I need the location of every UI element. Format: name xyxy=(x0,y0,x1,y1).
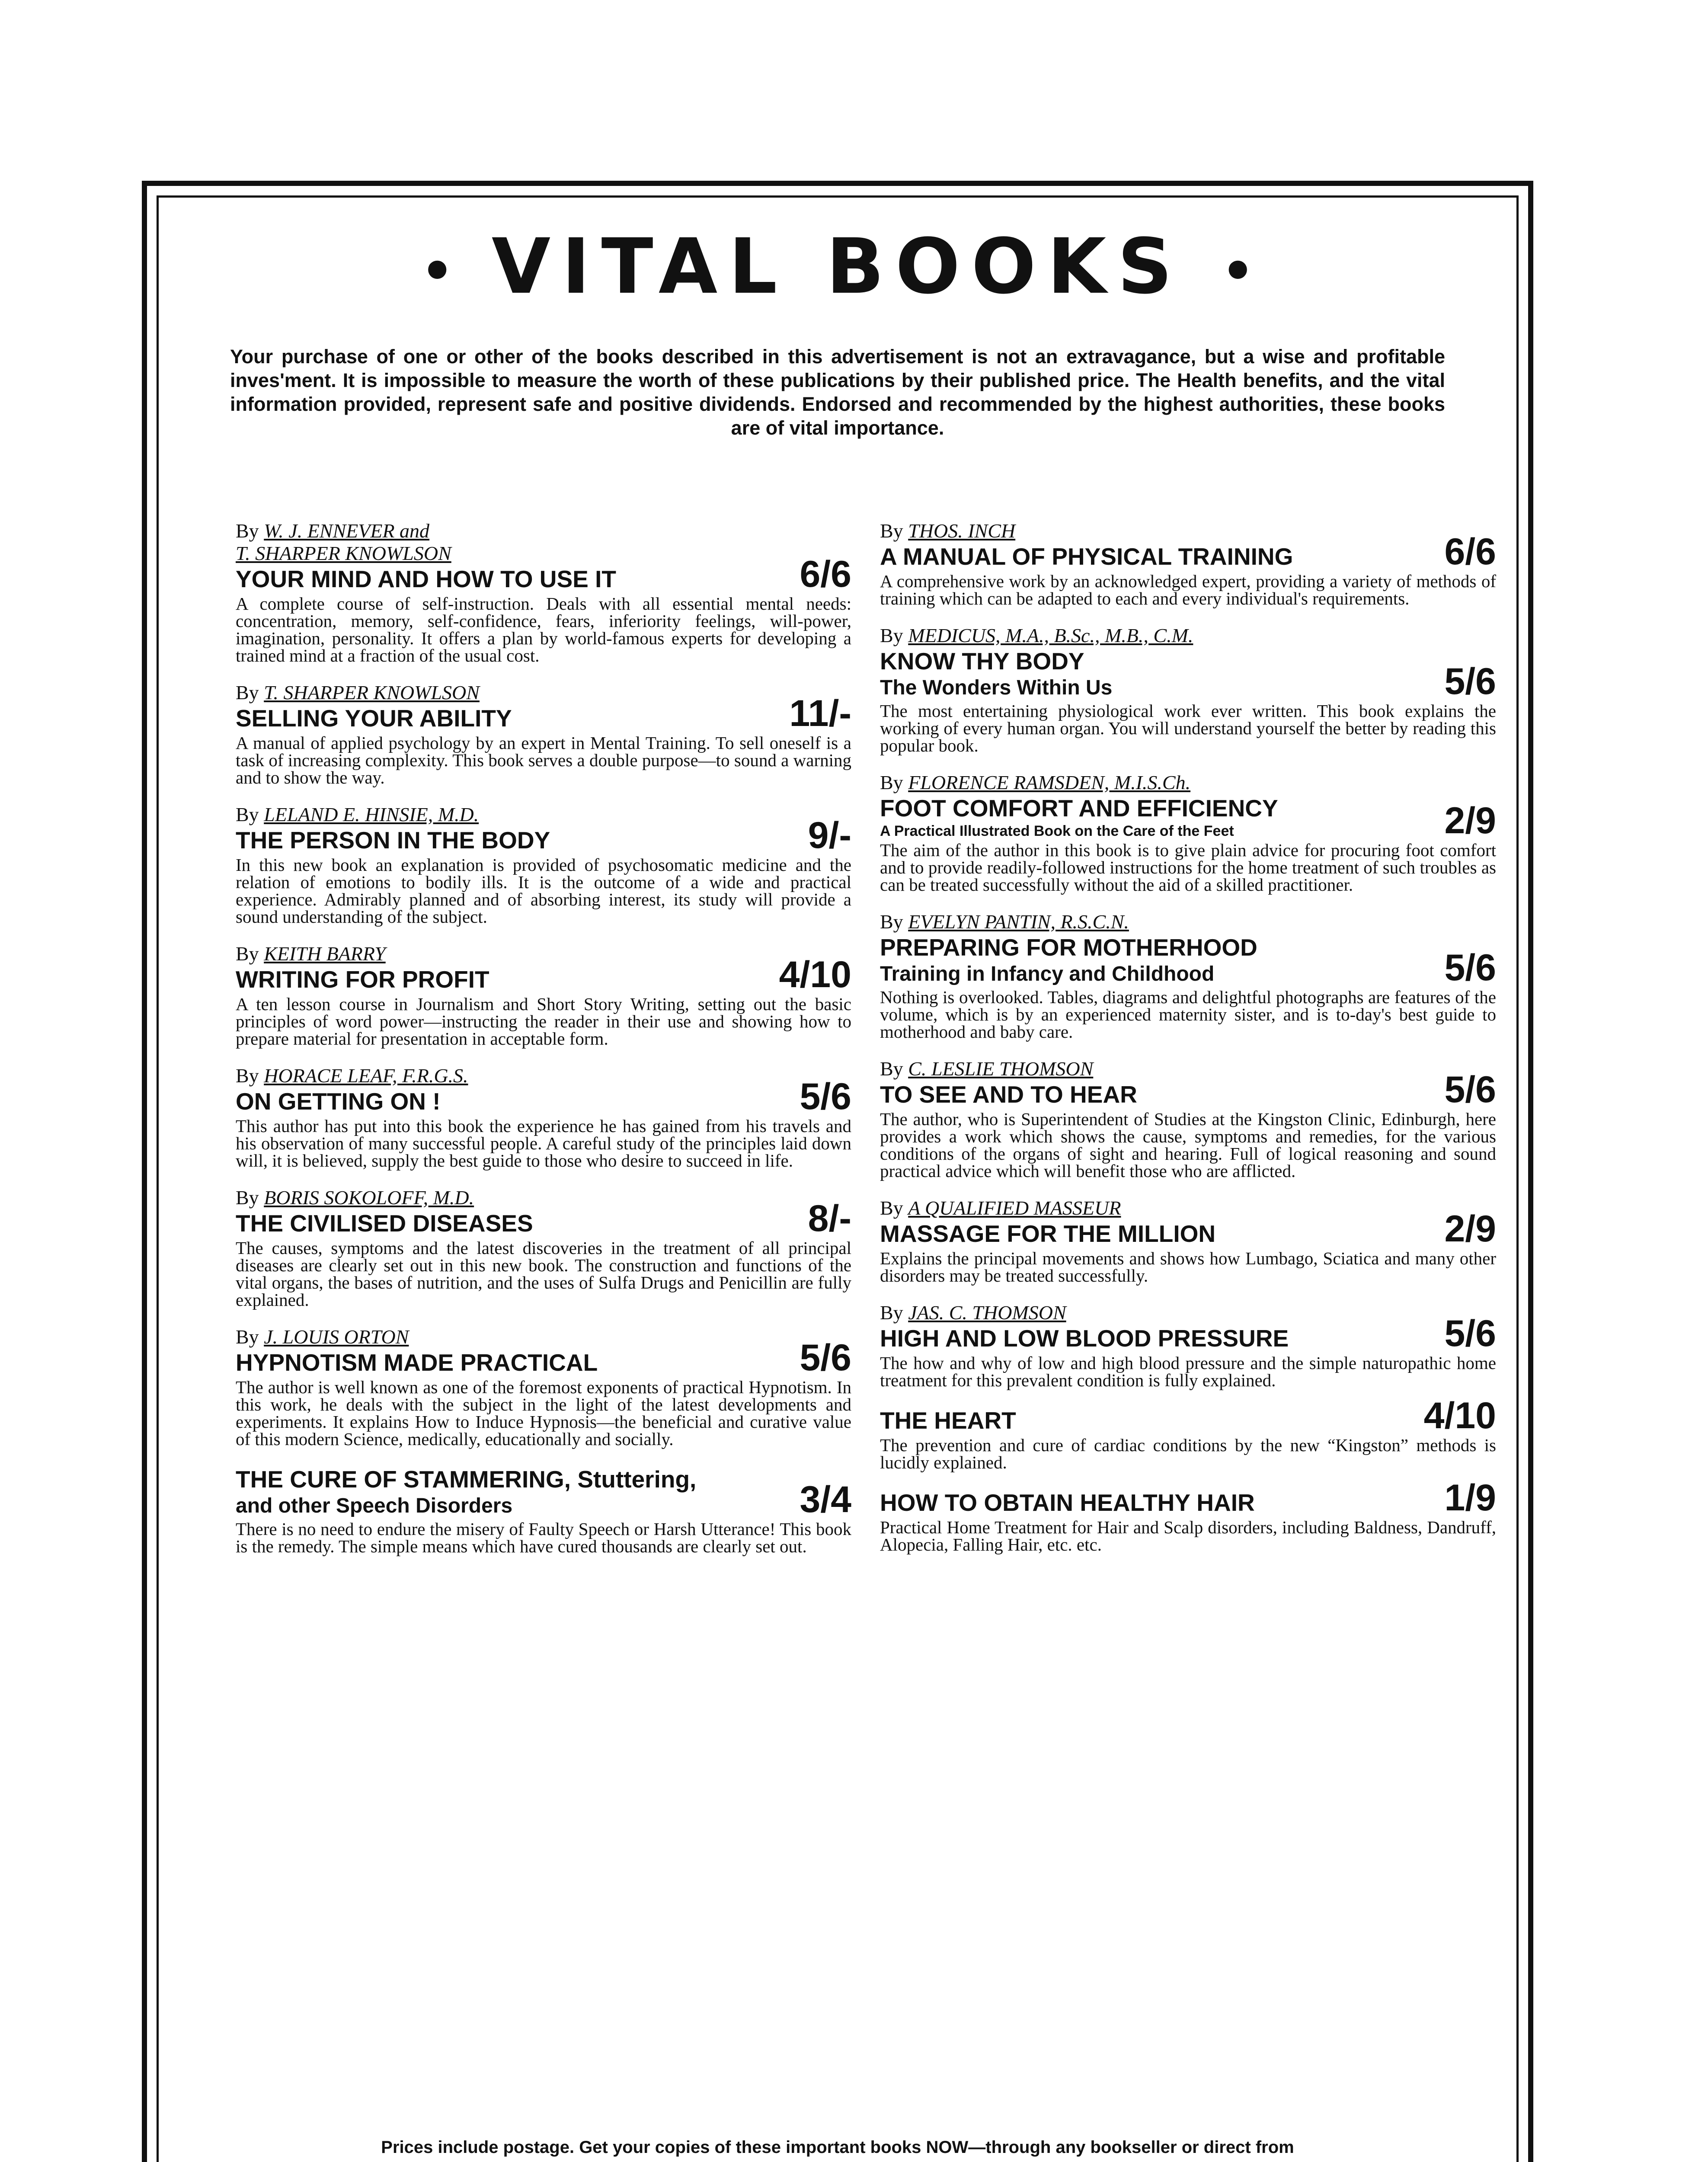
book-price: 5/6 xyxy=(1444,1313,1496,1354)
book-title: FOOT COMFORT AND EFFICIENCY xyxy=(880,795,1278,822)
book-price: 11/- xyxy=(789,693,851,734)
right-column xyxy=(880,520,1496,1570)
book-author: W. J. ENNEVER and xyxy=(264,520,430,542)
book-description: The author, who is Superintendent of Studies at the Kingston Clinic, Edinburgh, here provides a work which shows the cause, symptoms and remedies, for the various conditions of the organs of sight and hearing. Full of logical reasoning and sound practical advice which will benefit those who are afflicted. xyxy=(880,1109,1496,1181)
book-price: 1/9 xyxy=(1444,1477,1496,1519)
book-author: EVELYN PANTIN, R.S.C.N. xyxy=(908,911,1129,933)
book-title: KNOW THY BODY xyxy=(880,648,1084,675)
book-entry xyxy=(236,1065,851,1169)
book-subtitle: A Practical Illustrated Book on the Care of the Feet xyxy=(880,823,1234,839)
left-column xyxy=(236,520,851,1572)
headline xyxy=(159,224,1516,315)
book-byline xyxy=(236,1065,851,1087)
book-title-row xyxy=(236,1465,851,1519)
book-byline xyxy=(880,1058,1496,1080)
book-price: 4/10 xyxy=(779,954,851,995)
byline-prefix: By xyxy=(236,803,259,825)
book-author: THOS. INCH xyxy=(908,520,1016,542)
prices-line: Prices include postage. Get your copies of these important books NOW—through any bookseller or direct from xyxy=(381,2138,1294,2157)
book-author: HORACE LEAF, F.R.G.S. xyxy=(264,1065,468,1087)
book-entry xyxy=(880,624,1496,754)
book-price: 2/9 xyxy=(1444,800,1496,841)
book-entry xyxy=(880,1477,1496,1554)
book-title: HOW TO OBTAIN HEALTHY HAIR xyxy=(880,1489,1255,1516)
book-description: In this new book an explanation is provided of psychosomatic medicine and the relation of emotions to bodily ills. It is the outcome of a wide and practical experience. Admirably planned and of absorbing interest, its study will provide a sound understanding of the subject. xyxy=(236,855,851,927)
book-subtitle: The Wonders Within Us xyxy=(880,676,1113,699)
byline-prefix: By xyxy=(880,771,903,793)
book-author: BORIS SOKOLOFF, M.D. xyxy=(264,1187,474,1209)
book-title-row xyxy=(236,815,851,856)
book-description: The most entertaining physiological work ever written. This book explains the working of every human organ. You will understand yourself the better by reading this popular book. xyxy=(880,701,1496,755)
book-description: The aim of the author in this book is to give plain advice for procuring foot comfort and to provide readily-followed instructions for the home treatment of such troubles as can be treated successfully without the aid of a skilled practitioner. xyxy=(880,840,1496,895)
book-entry xyxy=(236,1326,851,1448)
book-entry xyxy=(236,1187,851,1308)
book-author: C. LESLIE THOMSON xyxy=(908,1058,1094,1080)
byline-prefix: By xyxy=(236,943,259,965)
intro-paragraph: Your purchase of one or other of the books described in this advertisement is not an extravagance, but a wise and profitable inves'ment. It is impossible to measure the worth of these publications by their published price. The Health benefits, and the vital information provided, represent safe and positive dividends. Endorsed and recommended by the highest authorities, these books are of vital importance. xyxy=(230,345,1445,439)
headline-bullet-right: • xyxy=(1221,241,1255,302)
book-author: FLORENCE RAMSDEN, M.I.S.Ch. xyxy=(908,771,1191,793)
byline-prefix: By xyxy=(236,520,259,542)
book-author: LELAND E. HINSIE, M.D. xyxy=(264,803,479,825)
advertisement-inner-border xyxy=(157,195,1519,2162)
book-author: MEDICUS, M.A., B.Sc., M.B., C.M. xyxy=(908,624,1193,646)
byline-prefix: By xyxy=(236,1065,259,1087)
book-description: There is no need to endure the misery of Faulty Speech or Harsh Utterance! This book is the remedy. The simple means which have cured thousands are clearly set out. xyxy=(236,1519,851,1556)
book-title: ON GETTING ON ! xyxy=(236,1088,441,1115)
book-byline xyxy=(880,1197,1496,1219)
byline-prefix: By xyxy=(880,911,903,933)
byline-prefix: By xyxy=(880,624,903,646)
book-byline-second xyxy=(236,542,851,565)
book-description: This author has put into this book the experience he has gained from his travels and his observation of many successful people. A careful study of the principles laid down will, it is believed, supply the best guide to those who desire to succeed in life. xyxy=(236,1116,851,1171)
book-title: THE CURE OF STAMMERING, Stuttering, xyxy=(236,1466,697,1493)
book-price: 6/6 xyxy=(1444,531,1496,572)
byline-prefix: By xyxy=(880,520,903,542)
book-entry xyxy=(880,1058,1496,1180)
book-price: 5/6 xyxy=(800,1076,851,1117)
book-description: A comprehensive work by an acknowledged expert, providing a variety of methods of training which can be adapted to each and every individual's requirements. xyxy=(880,571,1496,608)
book-title: MASSAGE FOR THE MILLION xyxy=(880,1220,1216,1247)
book-entry xyxy=(236,803,851,925)
book-author-second: T. SHARPER KNOWLSON xyxy=(236,542,451,564)
book-title: SELLING YOUR ABILITY xyxy=(236,705,512,732)
headline-text: VITAL BOOKS xyxy=(491,222,1184,311)
book-price: 5/6 xyxy=(1444,661,1496,702)
book-description: The causes, symptoms and the latest discoveries in the treatment of all principal diseases are clearly set out in this new book. The construction and functions of the vital organs, the bases of nutrition, and the uses of Sulfa Drugs and Penicillin are fully explained. xyxy=(236,1238,851,1310)
book-entry xyxy=(236,1465,851,1555)
book-description: The author is well known as one of the foremost exponents of practical Hypnotism. In this work, he deals with the subject in the light of the latest developments and experiments. It explains How to Induce Hypnosis—the beneficial and curative value of this modern Science, medically, educationally and socially. xyxy=(236,1377,851,1449)
byline-prefix: By xyxy=(236,1326,259,1348)
book-byline xyxy=(236,520,851,542)
byline-prefix: By xyxy=(236,681,259,704)
book-price: 3/4 xyxy=(800,1479,851,1520)
book-description: Practical Home Treatment for Hair and Scalp disorders, including Baldness, Dandruff, Alopecia, Falling Hair, etc. etc. xyxy=(880,1517,1496,1554)
book-description: A complete course of self-instruction. Deals with all essential mental needs: concentration, memory, self-confidence, fears, inferiority feelings, will-power, imagination, personality. It offers a plan by world-famous experts for developing a trained mind at a fraction of the usual cost. xyxy=(236,594,851,665)
book-title: THE HEART xyxy=(880,1407,1016,1434)
book-subtitle: Training in Infancy and Childhood xyxy=(880,963,1215,985)
book-entry xyxy=(236,943,851,1047)
headline-bullet-left: • xyxy=(420,241,454,302)
book-entry xyxy=(880,771,1496,893)
book-entry xyxy=(236,681,851,786)
book-title: A MANUAL OF PHYSICAL TRAINING xyxy=(880,543,1293,570)
book-title: PREPARING FOR MOTHERHOOD xyxy=(880,934,1257,961)
book-title: HIGH AND LOW BLOOD PRESSURE xyxy=(880,1325,1289,1352)
book-description: A manual of applied psychology by an expert in Mental Training. To sell oneself is a task of increasing complexity. This book serves a double purpose—to sound a warning and to show the way. xyxy=(236,733,851,787)
book-author: KEITH BARRY xyxy=(264,943,386,965)
book-author: J. LOUIS ORTON xyxy=(264,1326,409,1348)
book-description: The how and why of low and high blood pressure and the simple naturopathic home treatment for this prevalent condition is fully explained. xyxy=(880,1353,1496,1390)
book-title: HYPNOTISM MADE PRACTICAL xyxy=(236,1349,598,1376)
book-title-row xyxy=(880,933,1496,987)
book-description: The prevention and cure of cardiac conditions by the new “Kingston” methods is lucidly explained. xyxy=(880,1435,1496,1472)
book-price: 4/10 xyxy=(1423,1395,1496,1436)
book-title: YOUR MIND AND HOW TO USE IT xyxy=(236,566,616,592)
book-entry xyxy=(880,1197,1496,1284)
book-description: Nothing is overlooked. Tables, diagrams and delightful photographs are features of the volume, which is by an experienced maternity sister, and is to-day's best guide to motherhood and baby care. xyxy=(880,987,1496,1042)
advertisement-frame xyxy=(142,181,1533,2162)
book-byline xyxy=(880,624,1496,647)
byline-prefix: By xyxy=(236,1187,259,1209)
book-byline xyxy=(236,803,851,826)
book-byline xyxy=(880,1302,1496,1324)
book-title: THE PERSON IN THE BODY xyxy=(236,827,550,854)
book-title: THE CIVILISED DISEASES xyxy=(236,1210,533,1237)
book-entry xyxy=(880,1395,1496,1472)
book-byline xyxy=(236,1187,851,1209)
book-title: TO SEE AND TO HEAR xyxy=(880,1081,1137,1108)
book-description: Explains the principal movements and shows how Lumbago, Sciatica and many other disorders may be treated successfully. xyxy=(880,1248,1496,1286)
book-title: WRITING FOR PROFIT xyxy=(236,966,489,993)
book-entry xyxy=(880,1302,1496,1389)
book-price: 5/6 xyxy=(1444,1069,1496,1110)
book-author: JAS. C. THOMSON xyxy=(908,1302,1066,1324)
book-entry xyxy=(880,520,1496,607)
book-price: 5/6 xyxy=(800,1337,851,1378)
book-author: A QUALIFIED MASSEUR xyxy=(908,1197,1121,1219)
book-title-row xyxy=(880,647,1496,700)
book-price: 9/- xyxy=(808,815,851,856)
book-title-row xyxy=(880,1477,1496,1519)
book-subtitle: and other Speech Disorders xyxy=(236,1494,513,1517)
book-byline xyxy=(880,520,1496,542)
book-title-row xyxy=(236,693,851,734)
book-price: 2/9 xyxy=(1444,1208,1496,1250)
book-title-row xyxy=(880,1395,1496,1436)
book-byline xyxy=(880,771,1496,794)
book-price: 5/6 xyxy=(1444,947,1496,988)
book-author: T. SHARPER KNOWLSON xyxy=(264,681,480,704)
book-price: 8/- xyxy=(808,1198,851,1239)
book-byline xyxy=(880,911,1496,933)
byline-prefix: By xyxy=(880,1197,903,1219)
book-entry xyxy=(880,911,1496,1040)
book-price: 6/6 xyxy=(800,553,851,595)
book-entry xyxy=(236,520,851,664)
book-description: A ten lesson course in Journalism and Short Story Writing, setting out the basic principles of word power—instructing the reader in their use and showing how to prepare material for presentation in acceptable form. xyxy=(236,994,851,1049)
book-byline xyxy=(236,681,851,704)
byline-prefix: By xyxy=(880,1058,903,1080)
book-title-row xyxy=(880,794,1496,840)
book-byline xyxy=(236,943,851,965)
byline-prefix: By xyxy=(880,1302,903,1324)
book-byline xyxy=(236,1326,851,1348)
